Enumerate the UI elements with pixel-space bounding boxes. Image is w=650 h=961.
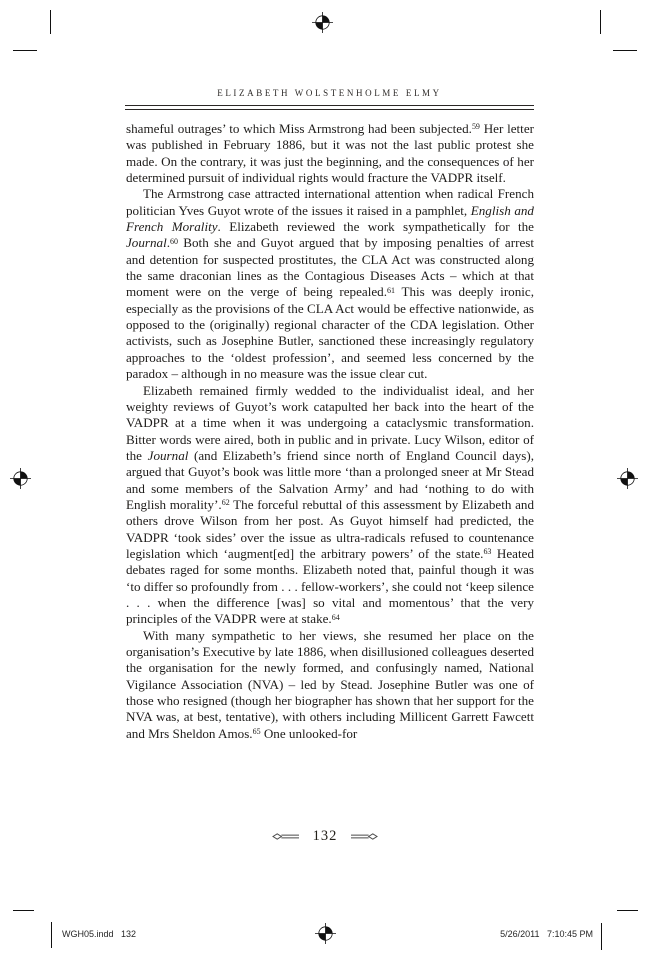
crop-mark-bottom-left-horizontal <box>13 910 34 911</box>
crop-mark-bottom-left-vertical <box>51 922 52 948</box>
footnote-reference: 65 <box>252 727 261 737</box>
crop-mark-top-right-horizontal <box>613 50 637 51</box>
registration-mark-icon <box>315 923 336 944</box>
registration-mark-icon <box>617 468 638 489</box>
crop-mark-bottom-right-vertical <box>601 923 602 950</box>
crop-mark-top-left-horizontal <box>13 50 37 51</box>
paragraph <box>126 383 534 628</box>
footnote-reference: 62 <box>221 498 230 508</box>
text-segment: Both she and Guyot argued that by imposing penalties of arrest and detention for suspected prostitutes, the CLA Act was constructed along the same draconian lines as the Contagious Diseases Acts – which at that moment were on the verge of being repealed. <box>126 235 534 300</box>
crop-mark-top-left-vertical <box>50 10 51 34</box>
text-segment: (and Elizabeth’s friend since north of England Council days), argued that Guyot’s book was little more ‘than a prolonged sneer at Mr Stead and some members of the Salvation Army’ and had ‘nothing to do with English morality’. <box>126 447 534 512</box>
registration-mark-icon <box>10 468 31 489</box>
text-segment: The forceful rebuttal of this assessment by Elizabeth and others drove Wilson from her post. As Guyot himself had predicted, the VADPR ‘took sides’ over the issue as ultra-radicals refused to countenance legislation which ‘augment[ed] the arbitrary powers’ of the state. <box>126 496 534 561</box>
folio-ornament-left-icon <box>272 832 300 841</box>
text-segment: This was deeply ironic, especially as the provisions of the CLA Act would be effective nationwide, as opposed to the (originally) regional character of the CDA legislation. Other activists, such as Josephine Butler, sanctioned these increasingly regulatory approaches to the ‘oldest profession’, and seemed less concerned by the paradox – although in no measure was the issue clear cut. <box>126 284 534 382</box>
paragraph <box>126 121 534 186</box>
text-segment: . Elizabeth reviewed the work sympathetically for the <box>217 219 534 235</box>
text-segment: Journal <box>147 447 189 463</box>
footnote-reference: 63 <box>483 547 492 557</box>
text-segment: Journal <box>126 235 167 251</box>
print-timestamp: 5/26/2011 7:10:45 PM <box>500 929 593 939</box>
crop-mark-top-right-vertical <box>600 10 601 34</box>
text-segment: Elizabeth remained firmly wedded to the individualist ideal, and her weighty reviews of Guyot’s work catapulted her back into the heart of the VADPR at a time when it was undergoing a cataclysmic transformation. Bitter words were aired, both in public and in private. Lucy Wilson, editor of the <box>126 382 534 463</box>
footnote-reference: 64 <box>331 612 340 622</box>
footnote-reference: 60 <box>170 236 178 246</box>
running-header: ELIZABETH WOLSTENHOLME ELMY <box>217 88 442 98</box>
text-segment: With many sympathetic to her views, she resumed her place on the organisation’s Executive by late 1886, when disillusioned colleagues deserted the organisation for the newly formed, and confusingly named, National Vigilance Association (NVA) – led by Stead. Josephine Butler was one of those who resigned (though her biographer has shown that her support for the NVA was, at best, tentative), with others including Millicent Garrett Fawcett and Mrs Sheldon Amos. <box>126 627 534 741</box>
crop-mark-bottom-right-horizontal <box>617 910 638 911</box>
text-segment: shameful outrages’ to which Miss Armstrong had been subjected. <box>126 121 472 136</box>
text-segment: One unlooked-for <box>260 725 358 741</box>
folio <box>0 828 650 845</box>
text-segment: Heated debates raged for some months. Elizabeth noted that, painful though it was ‘to differ so profoundly from . . . fellow-workers’, she could not ‘keep silence . . . when the difference [was] so vital and momentous’ that the very principles of the VADPR were at stake. <box>126 545 534 627</box>
paragraph <box>126 186 534 382</box>
body-text <box>126 121 534 742</box>
registration-mark-icon <box>312 12 333 33</box>
footnote-reference: 59 <box>471 122 480 132</box>
text-segment: The Armstrong case attracted international attention when radical French politician Yves Guyot wrote of the issues it raised in a pamphlet, <box>126 186 534 218</box>
footnote-reference: 61 <box>386 285 395 295</box>
text-segment: English and French Morality <box>126 202 534 235</box>
page-number: 132 <box>312 828 338 844</box>
print-file-label: WGH05.indd 132 <box>62 929 137 939</box>
paragraph <box>126 628 534 742</box>
folio-ornament-right-icon <box>350 832 378 841</box>
text-segment: . <box>166 235 171 251</box>
text-segment: Her letter was published in February 1886, but it was not the last public protest she made. On the contrary, it was just the beginning, and the consequences of her determined pursuit of individual rights would fracture the VADPR itself. <box>126 121 534 186</box>
header-rule <box>125 105 534 110</box>
